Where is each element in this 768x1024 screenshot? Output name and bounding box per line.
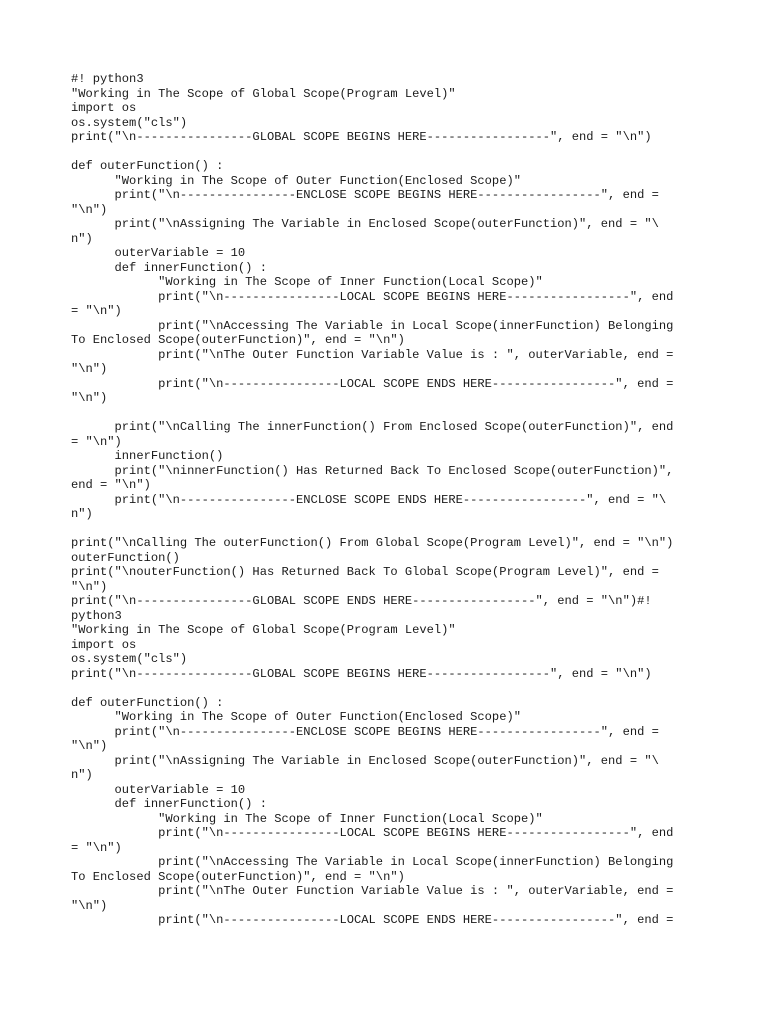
code-line: print("\nAssigning The Variable in Enclosed Scope(outerFunction)", end = "\ xyxy=(71,217,659,231)
code-line: print("\nCalling The innerFunction() From Enclosed Scope(outerFunction)", end xyxy=(71,420,674,434)
code-listing xyxy=(71,72,711,928)
code-line: print("\n----------------ENCLOSE SCOPE ENDS HERE-----------------", end = "\ xyxy=(71,492,667,507)
code-line: outerFunction() xyxy=(71,550,180,565)
code-line: print("\nCalling The outerFunction() From Global Scope(Program Level)", end = "\n") xyxy=(71,536,674,550)
code-line: "Working in The Scope of Inner Function(Local Scope)" xyxy=(71,811,543,826)
code-line: def innerFunction() : xyxy=(71,260,267,275)
code-line: print("\ninnerFunction() Has Returned Back To Enclosed Scope(outerFunction)", xyxy=(71,463,674,478)
code-line: print("\nThe Outer Function Variable Value is : ", outerVariable, end = xyxy=(71,347,674,362)
code-line: print("\n----------------GLOBAL SCOPE BEGINS HERE-----------------", end = "\n") xyxy=(71,666,652,681)
code-line: print("\n----------------ENCLOSE SCOPE BEGINS HERE-----------------", end = xyxy=(71,724,659,739)
code-line: def outerFunction() : xyxy=(71,695,224,710)
code-line: innerFunction() xyxy=(71,449,224,463)
code-line: print("\nouterFunction() Has Returned Back To Global Scope(Program Level)", end = xyxy=(71,565,659,579)
code-line: end = "\n") xyxy=(71,478,151,492)
code-line: python3 xyxy=(71,608,122,623)
code-line: "\n") xyxy=(71,579,108,594)
code-line: "Working in The Scope of Inner Function(Local Scope)" xyxy=(71,275,543,289)
code-line: print("\n----------------GLOBAL SCOPE BEGINS HERE-----------------", end = "\n") xyxy=(71,130,652,144)
code-line: "Working in The Scope of Outer Function(Enclosed Scope)" xyxy=(71,710,521,724)
code-line: def outerFunction() : xyxy=(71,159,224,173)
code-line: print("\nThe Outer Function Variable Value is : ", outerVariable, end = xyxy=(71,884,674,898)
code-line: "Working in The Scope of Outer Function(Enclosed Scope)" xyxy=(71,173,521,188)
code-line: print("\n----------------GLOBAL SCOPE ENDS HERE-----------------", end = "\n")#! xyxy=(71,594,652,608)
code-line: print("\n----------------LOCAL SCOPE ENDS HERE-----------------", end = xyxy=(71,913,674,927)
code-line: To Enclosed Scope(outerFunction)", end = "\n") xyxy=(71,333,405,347)
code-line: outerVariable = 10 xyxy=(71,246,246,260)
code-line xyxy=(71,681,711,696)
code-line: print("\nAccessing The Variable in Local Scope(innerFunction) Belonging xyxy=(71,318,674,333)
code-line: print("\n----------------LOCAL SCOPE BEGINS HERE-----------------", end xyxy=(71,289,674,304)
code-line: print("\nAssigning The Variable in Enclosed Scope(outerFunction)", end = "\ xyxy=(71,753,659,768)
code-line: n") xyxy=(71,768,93,782)
code-line: "\n") xyxy=(71,739,108,753)
code-line: outerVariable = 10 xyxy=(71,782,246,797)
code-line: = "\n") xyxy=(71,434,122,449)
code-line: "Working in The Scope of Global Scope(Program Level)" xyxy=(71,623,456,637)
code-line: = "\n") xyxy=(71,304,122,318)
code-line: print("\n----------------LOCAL SCOPE BEGINS HERE-----------------", end xyxy=(71,826,674,840)
code-line: os.system("cls") xyxy=(71,652,188,666)
code-line: "Working in The Scope of Global Scope(Program Level)" xyxy=(71,86,456,101)
code-line: n") xyxy=(71,507,93,521)
code-line: print("\nAccessing The Variable in Local Scope(innerFunction) Belonging xyxy=(71,855,674,869)
code-line xyxy=(71,522,711,537)
code-line: = "\n") xyxy=(71,840,122,855)
code-line: import os xyxy=(71,101,137,115)
code-line: "\n") xyxy=(71,391,108,405)
code-line: print("\n----------------LOCAL SCOPE ENDS HERE-----------------", end = xyxy=(71,376,674,391)
code-line: n") xyxy=(71,231,93,246)
code-line: "\n") xyxy=(71,362,108,376)
code-line xyxy=(71,406,711,421)
code-line: print("\n----------------ENCLOSE SCOPE BEGINS HERE-----------------", end = xyxy=(71,188,659,202)
code-line: "\n") xyxy=(71,898,108,913)
code-line xyxy=(71,145,711,160)
code-line: def innerFunction() : xyxy=(71,797,267,811)
code-line: To Enclosed Scope(outerFunction)", end = "\n") xyxy=(71,869,405,884)
code-line: os.system("cls") xyxy=(71,115,188,130)
code-line: import os xyxy=(71,637,137,652)
code-line: #! python3 xyxy=(71,72,144,86)
code-line: "\n") xyxy=(71,202,108,217)
